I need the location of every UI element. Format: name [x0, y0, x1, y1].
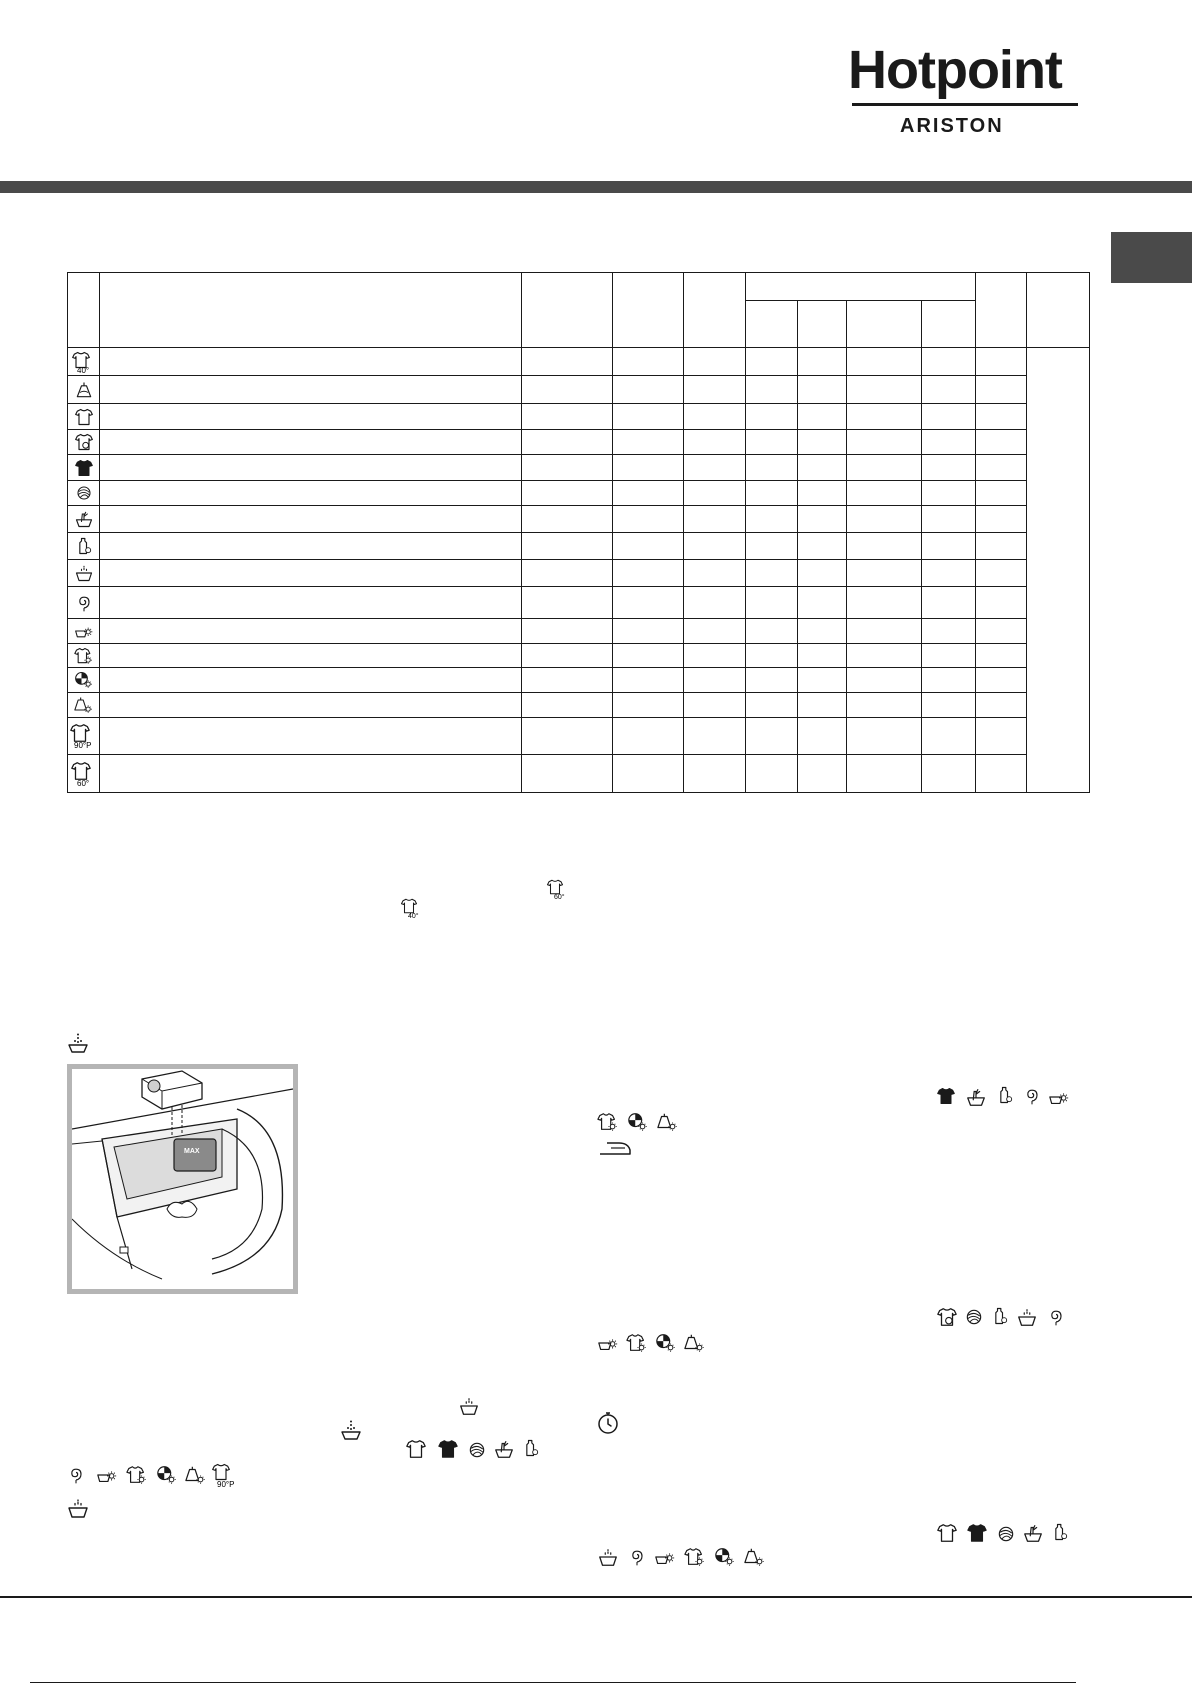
- logo-underline: [852, 103, 1078, 106]
- hand-wash-icon: [68, 506, 100, 533]
- spin-spiral-icon: [68, 587, 100, 619]
- temperature-label: 90°P: [73, 741, 91, 750]
- delay-timer-icon: [596, 1410, 620, 1436]
- rinse-basin-icon: [68, 560, 100, 587]
- delicate-sun-icon: [68, 693, 100, 718]
- table-header-row: [68, 273, 1090, 301]
- table-row: [68, 619, 1090, 644]
- baby-bottle-icon: [990, 1304, 1010, 1328]
- shirt-sun-icon: [597, 1111, 619, 1133]
- rinse-basin-icon: [66, 1496, 90, 1520]
- footer-line: [30, 1682, 1076, 1683]
- basin-sun-icon: [68, 619, 100, 644]
- delicate-sun-icon: [744, 1546, 766, 1568]
- temperature-label: 40°: [76, 365, 89, 374]
- table-row: [68, 533, 1090, 560]
- shirt-60-icon: [68, 755, 100, 793]
- hand-wash-icon: [965, 1086, 987, 1108]
- max-label: MAX: [184, 1148, 200, 1155]
- shirt-sun-icon: [684, 1546, 706, 1568]
- basin-sun-icon: [1048, 1086, 1070, 1108]
- basin-sun-icon: [654, 1546, 676, 1568]
- temperature-label: 60°: [554, 894, 565, 900]
- table-row: [68, 506, 1090, 533]
- shirt-sun-icon: [126, 1464, 148, 1486]
- table-row: [68, 430, 1090, 455]
- colour-sun-icon: [156, 1464, 178, 1486]
- wash-programme-table: [67, 272, 1090, 793]
- header-group-cell: [746, 273, 976, 301]
- iron-icon: [597, 1138, 633, 1158]
- subheader-cell: [922, 301, 976, 348]
- wool-icon: [996, 1524, 1016, 1544]
- temperature-label: 60°: [76, 778, 89, 788]
- delicate-sun-icon: [657, 1111, 679, 1133]
- shirt-40-icon: [68, 348, 100, 376]
- colour-sun-icon: [655, 1332, 677, 1354]
- colour-sun-icon: [68, 668, 100, 693]
- temperature-label: 90°P: [217, 1480, 235, 1488]
- shirt-90p-icon: [211, 1462, 241, 1488]
- shirt-sun-icon: [626, 1332, 648, 1354]
- spin-spiral-icon: [627, 1544, 647, 1570]
- shirt-icon: [936, 1522, 958, 1544]
- footer-divider: [0, 1596, 1192, 1598]
- header-cell: [68, 273, 100, 348]
- dark-shirt-icon: [68, 455, 100, 481]
- shirt-40-icon: [400, 897, 426, 919]
- baby-bottle-icon: [995, 1084, 1015, 1106]
- table-row: [68, 348, 1090, 376]
- shirt-icon: [68, 404, 100, 430]
- baby-bottle-icon: [68, 533, 100, 560]
- dark-shirt-icon: [437, 1438, 459, 1460]
- brand-name: Hotpoint: [848, 40, 1062, 100]
- baby-bottle-icon: [521, 1436, 541, 1460]
- hotpoint-ariston-logo: [848, 40, 1078, 140]
- delicate-sun-icon: [185, 1464, 207, 1486]
- shirt-stain-icon: [68, 430, 100, 455]
- table-row: [68, 693, 1090, 718]
- starch-icon: [66, 1031, 90, 1055]
- subheader-cell: [746, 301, 798, 348]
- basin-sun-icon: [597, 1332, 619, 1354]
- header-cell: [684, 273, 746, 348]
- subheader-cell: [798, 301, 847, 348]
- table-row: [68, 668, 1090, 693]
- header-cell: [522, 273, 613, 348]
- table-row: [68, 481, 1090, 506]
- header-cell: [613, 273, 684, 348]
- subheader-cell: [847, 301, 922, 348]
- rinse-basin-icon: [458, 1395, 480, 1417]
- baby-bottle-icon: [1050, 1520, 1070, 1544]
- rinse-basin-icon: [1016, 1306, 1038, 1328]
- starch-icon: [339, 1418, 363, 1442]
- header-bar: [0, 181, 1192, 193]
- detergent-dispenser-illustration: [67, 1064, 298, 1294]
- table-row: [68, 755, 1090, 793]
- shirt-90p-icon: [68, 718, 100, 755]
- hand-wash-icon: [493, 1438, 515, 1460]
- table-row: [68, 376, 1090, 404]
- delicates-icon: [68, 376, 100, 404]
- colour-sun-icon: [714, 1546, 736, 1568]
- dark-shirt-icon: [936, 1086, 956, 1106]
- table-row: [68, 404, 1090, 430]
- shirt-sun-icon: [68, 644, 100, 668]
- shirt-icon: [405, 1438, 427, 1460]
- header-cell: [976, 273, 1027, 348]
- hand-wash-icon: [1022, 1522, 1044, 1544]
- shirt-stain-icon: [936, 1306, 958, 1328]
- temperature-label: 40°: [408, 913, 419, 919]
- spin-spiral-icon: [1046, 1304, 1066, 1330]
- dark-shirt-icon: [966, 1522, 988, 1544]
- language-tab: [1111, 232, 1192, 283]
- table-row: [68, 718, 1090, 755]
- shirt-60-icon: [546, 878, 572, 900]
- colour-sun-icon: [627, 1111, 649, 1133]
- merged-column-cell: [1027, 348, 1090, 793]
- header-cell: [100, 273, 522, 348]
- wool-icon: [467, 1440, 487, 1460]
- spin-spiral-icon: [1022, 1084, 1042, 1108]
- header-cell: [1027, 273, 1090, 348]
- brand-subname: ARISTON: [900, 115, 1004, 137]
- table-row: [68, 455, 1090, 481]
- table-row: [68, 587, 1090, 619]
- wool-icon: [68, 481, 100, 506]
- delicate-sun-icon: [684, 1332, 706, 1354]
- wool-icon: [964, 1307, 984, 1327]
- table-row: [68, 644, 1090, 668]
- basin-sun-icon: [96, 1464, 118, 1486]
- rinse-basin-icon: [597, 1546, 619, 1568]
- table-row: [68, 560, 1090, 587]
- spin-spiral-icon: [66, 1462, 86, 1488]
